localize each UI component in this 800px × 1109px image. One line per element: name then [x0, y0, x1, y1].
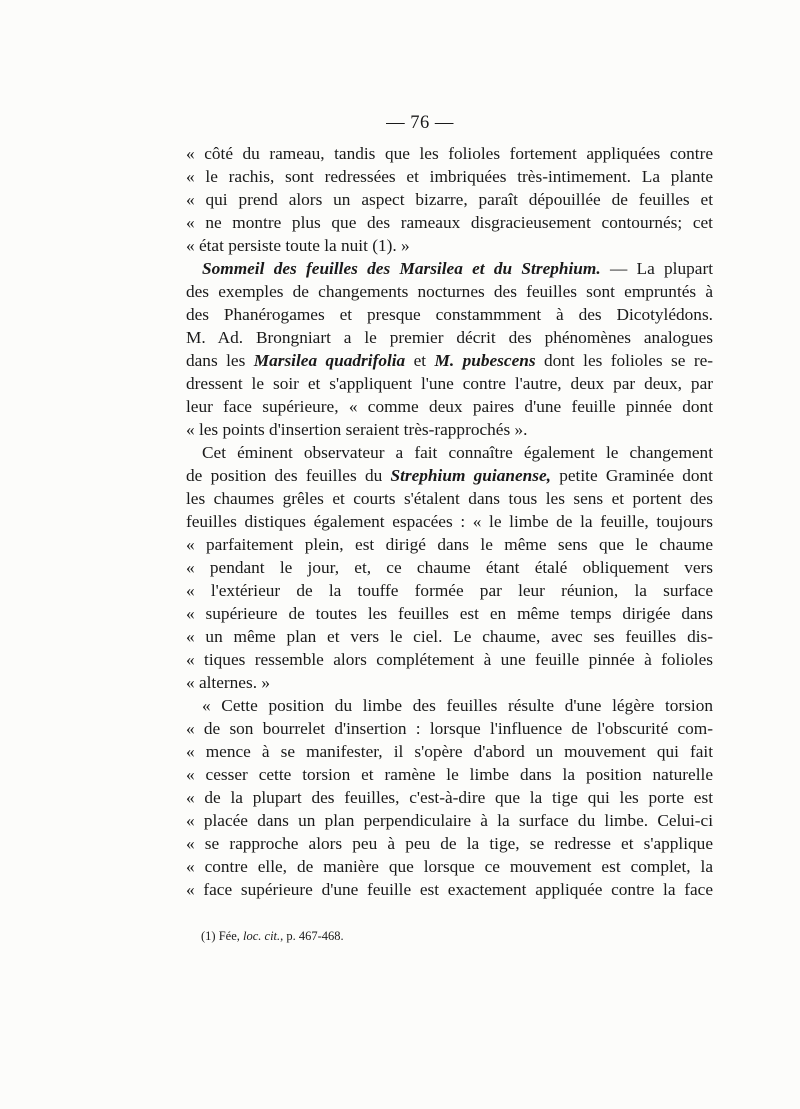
- text-segment: « de la plupart des feuilles, c'est-à-dire que la tige qui les porte est: [186, 788, 713, 807]
- text-segment: leur face supérieure, « comme deux paires d'une feuille pinnée dont: [186, 397, 713, 416]
- footnote-suffix: , p. 467-468.: [280, 929, 344, 943]
- text-line: [186, 326, 713, 349]
- text-line: [186, 579, 713, 602]
- text-segment: de position des feuilles du: [186, 466, 391, 485]
- text-line: [186, 556, 713, 579]
- text-segment: « tiques ressemble alors complétement à une feuille pinnée à folioles: [186, 650, 713, 669]
- text-segment: « état persiste toute la nuit (1). »: [186, 236, 410, 255]
- text-line: [186, 234, 713, 257]
- text-segment: dans les: [186, 351, 254, 370]
- text-line: [186, 257, 713, 280]
- text-segment: « supérieure de toutes les feuilles est en même temps dirigée dans: [186, 604, 713, 623]
- text-line: [186, 694, 713, 717]
- text-line: [186, 487, 713, 510]
- text-line: [186, 165, 713, 188]
- text-line: [186, 349, 713, 372]
- text-segment: dont les folioles se re-: [535, 351, 714, 370]
- text-segment: « pendant le jour, et, ce chaume étant étalé obliquement vers: [186, 558, 713, 577]
- text-line: [186, 395, 713, 418]
- text-segment: « mence à se manifester, il s'opère d'abord un mouvement qui fait: [186, 742, 713, 761]
- text-segment: « ne montre plus que des rameaux disgracieusement contournés; cet: [186, 213, 713, 232]
- text-segment: « contre elle, de manière que lorsque ce mouvement est complet, la: [186, 857, 713, 876]
- text-line: [186, 740, 713, 763]
- footnote-prefix: (1) Fée,: [201, 929, 243, 943]
- text-segment: — La plupart: [600, 259, 713, 278]
- text-line: [186, 763, 713, 786]
- text-line: [186, 832, 713, 855]
- text-line: [186, 625, 713, 648]
- text-line: [186, 786, 713, 809]
- footnote: [201, 929, 344, 944]
- text-segment: « alternes. »: [186, 673, 270, 692]
- text-line: [186, 280, 713, 303]
- text-line: [186, 878, 713, 901]
- italic-term: Sommeil des feuilles des Marsilea et du Strephium.: [202, 259, 601, 278]
- footnote-italic: loc. cit.: [243, 929, 281, 943]
- text-line: [186, 142, 713, 165]
- text-segment: dressent le soir et s'appliquent l'une contre l'autre, deux par deux, par: [186, 374, 713, 393]
- text-line: [186, 671, 713, 694]
- text-line: [186, 855, 713, 878]
- text-segment: « parfaitement plein, est dirigé dans le même sens que le chaume: [186, 535, 713, 554]
- text-segment: « côté du rameau, tandis que les folioles fortement appliquées contre: [186, 144, 713, 163]
- text-segment: « qui prend alors un aspect bizarre, paraît dépouillée de feuilles et: [186, 190, 713, 209]
- text-line: [186, 211, 713, 234]
- body-text: [186, 142, 713, 901]
- text-line: [186, 648, 713, 671]
- text-segment: petite Graminée dont: [550, 466, 713, 485]
- text-segment: « l'extérieur de la touffe formée par leur réunion, la surface: [186, 581, 713, 600]
- text-line: [186, 464, 713, 487]
- text-line: [186, 602, 713, 625]
- text-segment: « Cette position du limbe des feuilles résulte d'une légère torsion: [202, 696, 713, 715]
- text-segment: « les points d'insertion seraient très-rapprochés ».: [186, 420, 528, 439]
- text-segment: M. Ad. Brongniart a le premier décrit des phénomènes analogues: [186, 328, 713, 347]
- text-segment: des exemples de changements nocturnes des feuilles sont empruntés à: [186, 282, 713, 301]
- text-segment: les chaumes grêles et courts s'étalent dans tous les sens et portent des: [186, 489, 713, 508]
- italic-term: M. pubescens: [434, 351, 536, 370]
- text-line: [186, 533, 713, 556]
- text-line: [186, 372, 713, 395]
- text-segment: « se rapproche alors peu à peu de la tige, se redresse et s'applique: [186, 834, 713, 853]
- text-segment: « face supérieure d'une feuille est exactement appliquée contre la face: [186, 880, 713, 899]
- text-line: [186, 418, 713, 441]
- page-number: — 76 —: [386, 113, 454, 133]
- text-segment: « cesser cette torsion et ramène le limbe dans la position naturelle: [186, 765, 713, 784]
- text-segment: feuilles distiques également espacées : « le limbe de la feuille, toujours: [186, 512, 713, 531]
- text-segment: « de son bourrelet d'insertion : lorsque l'influence de l'obscurité com-: [186, 719, 713, 738]
- text-line: [186, 188, 713, 211]
- text-line: [186, 303, 713, 326]
- italic-term: Marsilea quadrifolia: [253, 351, 406, 370]
- text-segment: et: [405, 351, 435, 370]
- text-line: [186, 809, 713, 832]
- italic-term: Strephium guianense,: [390, 466, 551, 485]
- text-line: [186, 510, 713, 533]
- text-segment: « placée dans un plan perpendiculaire à la surface du limbe. Celui-ci: [186, 811, 713, 830]
- text-segment: « un même plan et vers le ciel. Le chaume, avec ses feuilles dis-: [186, 627, 713, 646]
- text-segment: Cet éminent observateur a fait connaître également le changement: [202, 443, 713, 462]
- text-line: [186, 441, 713, 464]
- text-line: [186, 717, 713, 740]
- text-segment: des Phanérogames et presque constammment à des Dicotylédons.: [186, 305, 713, 324]
- text-segment: « le rachis, sont redressées et imbriquées très-intimement. La plante: [186, 167, 713, 186]
